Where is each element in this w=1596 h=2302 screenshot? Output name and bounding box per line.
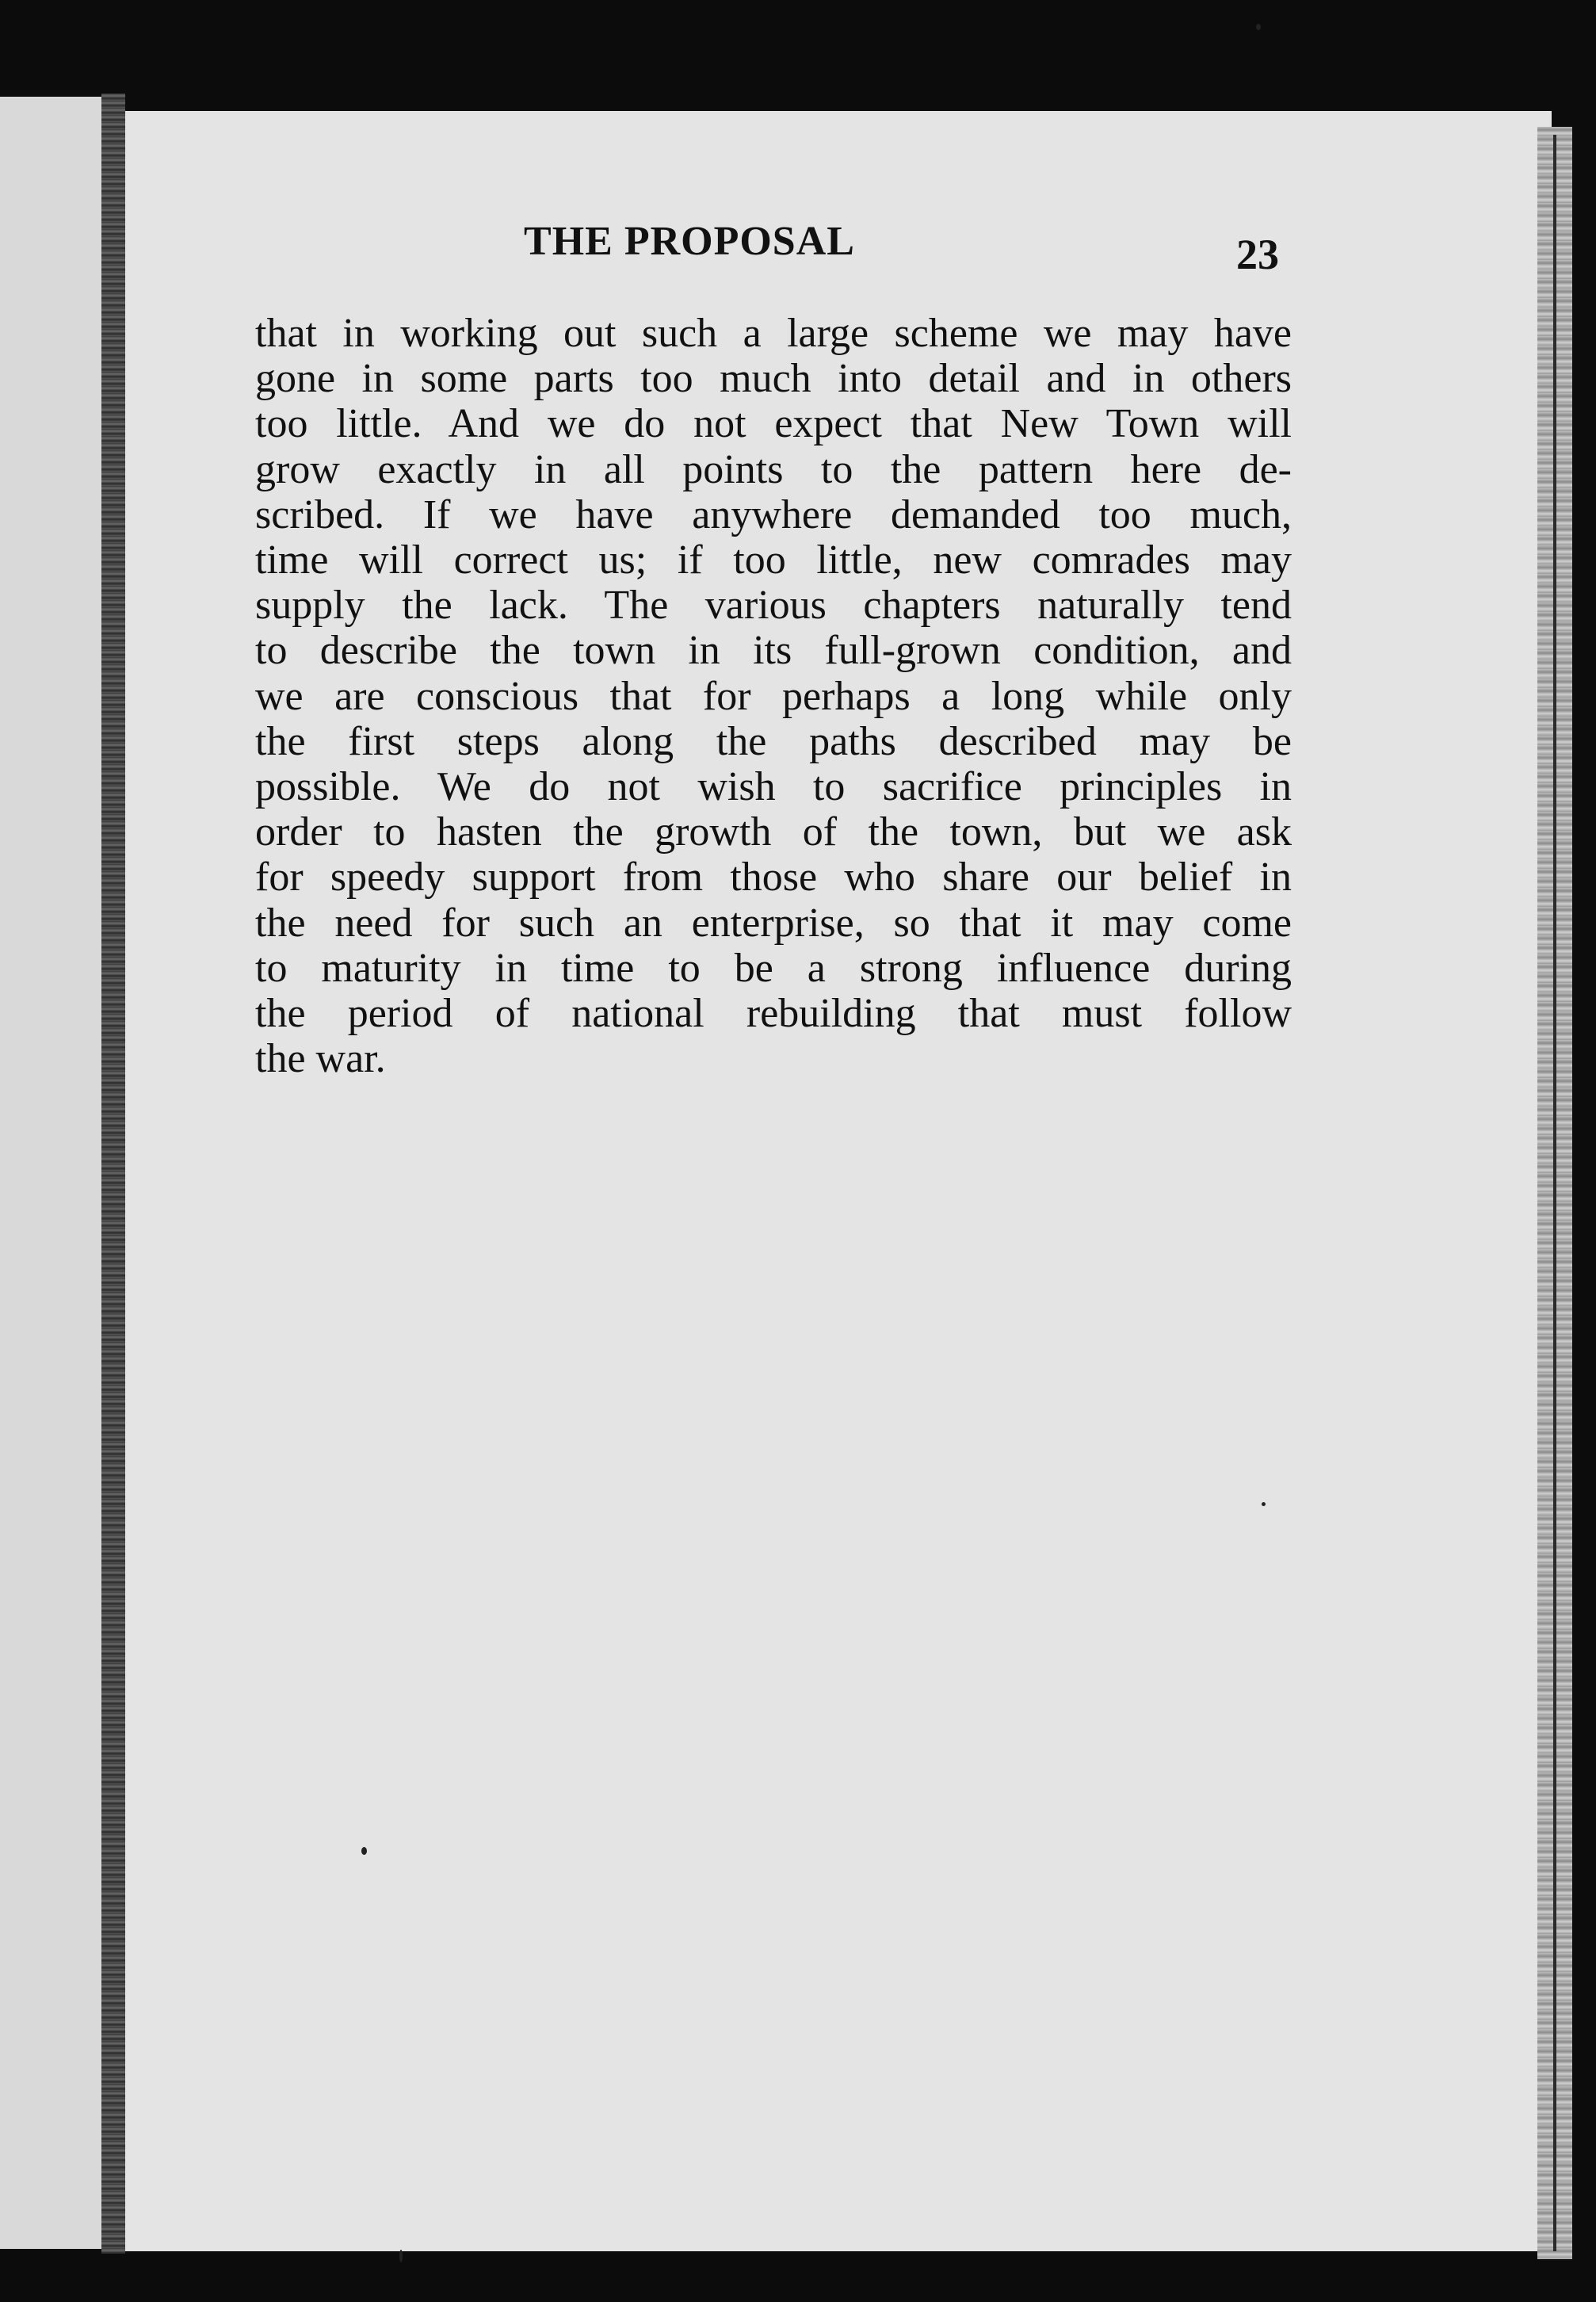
text-line: order to hasten the growth of the town, but we ask [255, 809, 1292, 855]
text-line: supply the lack. The various chapters naturally tend [255, 583, 1292, 629]
text-line: we are conscious that for perhaps a long while only [255, 673, 1292, 719]
text-line: too little. And we do not expect that New Town will [255, 401, 1292, 447]
text-line: the first steps along the paths described may be [255, 718, 1292, 764]
binding-gutter [101, 94, 125, 2254]
text-line: the war. [255, 1036, 386, 1082]
text-line: gone in some parts too much into detail and in others [255, 356, 1292, 402]
scan-speck [399, 2250, 403, 2262]
page-number: 23 [1236, 231, 1279, 278]
text-line: that in working out such a large scheme we may have [255, 311, 1292, 356]
text-line: for speedy support from those who share our belief in [255, 855, 1292, 901]
text-line: possible. We do not wish to sacrifice principles in [255, 764, 1292, 810]
text-line: grow exactly in all points to the pattern here de- [255, 446, 1292, 492]
text-line: time will correct us; if too little, new comrades may [255, 537, 1292, 583]
text-line: the need for such an enterprise, so that it may come [255, 900, 1292, 946]
text-line: to describe the town in its full-grown condition, and [255, 628, 1292, 674]
body-paragraph [255, 311, 1292, 1081]
scan-speck [1256, 24, 1261, 30]
running-head: THE PROPOSAL [524, 219, 855, 264]
text-line: scribed. If we have anywhere demanded too much, [255, 491, 1292, 537]
scan-speck [1262, 1502, 1266, 1506]
previous-page-edge [0, 97, 109, 2249]
text-line: to maturity in time to be a strong influence during [255, 945, 1292, 991]
scan-speck [361, 1847, 367, 1855]
text-line: the period of national rebuilding that must follow [255, 991, 1292, 1037]
page-edge-shadow [1553, 135, 1556, 2251]
